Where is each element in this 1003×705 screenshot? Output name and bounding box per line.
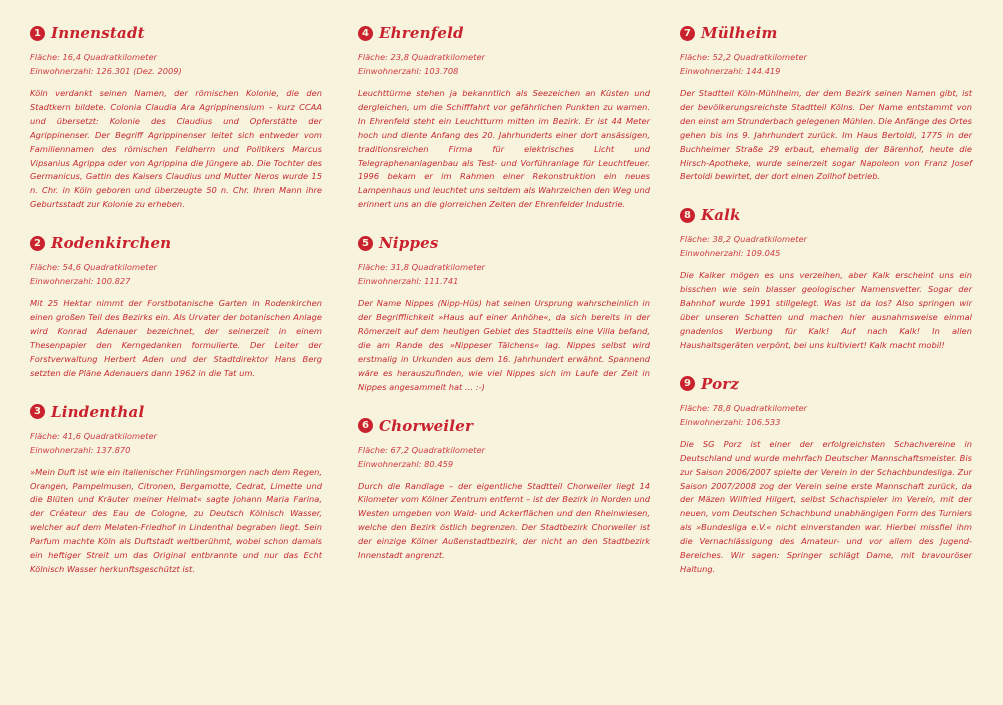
district-stats xyxy=(30,50,322,78)
district-heading xyxy=(358,234,650,252)
district-description: Leuchttürme stehen ja bekanntlich als Seezeichen an Küsten und dergleichen, um die Schifffahrt vor gefährlichen Punkten zu warnen. In Ehrenfeld steht ein Leuchtturm mitten im Bezirk. Er ist 44 Meter hoch und diente Anfang des 20. Jahrhunderts einer dort ansässigen, traditionsreichen Firma für elektrisches Licht und Telegraphenanlagenbau als Test- und Vorführanlage für Leuchtfeuer. 1996 bekam er im Rahmen einer Rekonstruktion ein neues Lampenhaus und leuchtet uns seitdem als Wahrzeichen den Weg und erinnert uns an die glorreichen Zeiten der Ehrenfelder Industrie. xyxy=(358,88,650,210)
district-stats xyxy=(680,232,972,260)
district-ehrenfeld xyxy=(358,24,650,212)
district-porz xyxy=(680,375,972,577)
number-badge: 8 xyxy=(680,208,695,223)
area-text: Fläche: 52,2 Quadratkilometer xyxy=(680,52,807,62)
district-stats xyxy=(358,443,650,471)
district-chorweiler xyxy=(358,417,650,563)
district-name: Nippes xyxy=(379,234,439,253)
district-stats xyxy=(30,260,322,288)
district-description: Der Stadtteil Köln-Mühlheim, der dem Bezirk seinen Namen gibt, ist der bevölkerungsreichste Stadtteil Kölns. Der Name entstammt von den einst am Strunderbach gelegenen Mühlen. Die Anfänge des Ortes gehen bis ins 9. Jahrhundert zurück. Im Haus Bertoldi, 1775 in der Buchheimer Straße 29 erbaut, ehemalig der Bärenhof, heute die Hirsch-Apotheke, wurde seinerzeit sogar Napoleon von Franz Josef Bertoldi bewirtet, der dort einen Zollhof betrieb. xyxy=(680,88,972,182)
area-text: Fläche: 31,8 Quadratkilometer xyxy=(358,262,485,273)
district-heading xyxy=(358,24,650,42)
district-kalk xyxy=(680,206,972,352)
population-text: Einwohnerzahl: 126.301 (Dez. 2009) xyxy=(30,66,182,76)
district-innenstadt xyxy=(30,24,322,212)
population-text: Einwohnerzahl: 80.459 xyxy=(358,458,454,469)
area-text: Fläche: 54,6 Quadratkilometer xyxy=(30,262,157,273)
population-text: Einwohnerzahl: 137.870 xyxy=(30,444,131,455)
district-name: Chorweiler xyxy=(379,416,474,435)
district-heading xyxy=(30,24,322,42)
district-name: Mülheim xyxy=(701,24,778,42)
area-text: Fläche: 16,4 Quadratkilometer xyxy=(30,52,157,62)
district-name: Ehrenfeld xyxy=(379,24,464,42)
district-description: Köln verdankt seinen Namen, der römischen Kolonie, die den Stadtkern bildete. Colonia Claudia Ara Agrippinensium – kurz CCAA und übersetzt: Kolonie des Claudius und Opferstätte der Agrippinenser. Der Begriff Agrippinenser leitet sich entweder vom Familiennamen des römischen Feldherrn und Politikers Marcus Vipsanius Agrippa oder von Agrippina die Jüngere ab. Die Tochter des Germanicus, Gattin des Kaisers Claudius und Mutter Neros wurde 15 n. Chr. in Köln geboren und überzeugte 50 n. Chr. Ihren Mann ihre Geburtsstadt zur Kolonie zu erheben. xyxy=(30,88,322,210)
column-left xyxy=(30,24,322,599)
number-badge: 4 xyxy=(358,26,373,41)
population-text: Einwohnerzahl: 100.827 xyxy=(30,276,131,287)
district-description: »Mein Duft ist wie ein italienischer Frühlingsmorgen nach dem Regen, Orangen, Pampelmusen, Citronen, Bergamotte, Cedrat, Limette und die Blüten und Kräuter meiner Heimat« sagte Johann Maria Farina, der Créateur des Eau de Cologne, zu Deutsch Kölnisch Wasser, welcher auf dem Melaten-Friedhof in Lindenthal begraben liegt. Sein Parfum machte Köln als Duftstadt weltberühmt, wobei schon damals ein heftiger Streit um das Original entbrannte und nur das Echt Kölnisch Wasser herkunftsgeschützt ist. xyxy=(30,466,322,574)
district-rodenkirchen xyxy=(30,234,322,380)
district-stats xyxy=(30,429,322,457)
district-stats xyxy=(680,401,972,429)
district-stats xyxy=(358,50,650,78)
population-text: Einwohnerzahl: 109.045 xyxy=(680,248,781,259)
population-text: Einwohnerzahl: 103.708 xyxy=(358,66,459,76)
population-text: Einwohnerzahl: 111.741 xyxy=(358,276,459,287)
area-text: Fläche: 38,2 Quadratkilometer xyxy=(680,234,807,245)
number-badge: 5 xyxy=(358,236,373,251)
district-stats xyxy=(358,260,650,288)
district-heading xyxy=(30,234,322,252)
district-heading xyxy=(358,417,650,435)
number-badge: 2 xyxy=(30,236,45,251)
district-heading xyxy=(680,24,972,42)
district-name: Rodenkirchen xyxy=(51,234,172,253)
district-name: Porz xyxy=(701,374,740,393)
district-nippes xyxy=(358,234,650,394)
number-badge: 1 xyxy=(30,26,45,41)
area-text: Fläche: 67,2 Quadratkilometer xyxy=(358,444,485,455)
district-stats xyxy=(680,50,972,78)
district-heading xyxy=(680,375,972,393)
area-text: Fläche: 23,8 Quadratkilometer xyxy=(358,52,485,62)
number-badge: 6 xyxy=(358,418,373,433)
district-description: Die Kalker mögen es uns verzeihen, aber Kalk erscheint uns ein bisschen wie sein blasser geologischer Namensvetter. Sogar der Bahnhof wurde 1991 stillgelegt. Was ist da los? Also springen wir über unseren Schatten und machen hier ausnahmsweise einmal gnadenlos Werbung für Kalk! Auf nach Kalk! In allen Haushaltsgeräten verpönt, bei uns kultiviert! Kalk macht mobil! xyxy=(680,270,972,350)
column-right xyxy=(680,24,972,599)
number-badge: 7 xyxy=(680,26,695,41)
district-heading xyxy=(680,206,972,224)
column-middle xyxy=(358,24,650,585)
area-text: Fläche: 41,6 Quadratkilometer xyxy=(30,430,157,441)
district-name: Kalk xyxy=(701,206,741,225)
district-name: Lindenthal xyxy=(51,402,145,421)
district-muelheim xyxy=(680,24,972,184)
district-description: Der Name Nippes (Nipp-Hüs) hat seinen Ursprung wahrscheinlich in der Begrifflichkeit »Haus auf einer Anhöhe«, da sich bereits in der Römerzeit auf dem heutigen Gebiet des Stadtteils eine Villa befand, die am Rande des »Nippeser Tälchens« lag. Nippes selbst wird erstmalig in Urkunden aus dem 16. Jahrhundert erwähnt. Spannend wäre es herauszufinden, wie viel Nippes sich im Laufe der Zeit in Nippes angesammelt hat … :-) xyxy=(358,298,650,392)
district-description: Durch die Randlage – der eigentliche Stadtteil Chorweiler liegt 14 Kilometer vom Kölner Zentrum entfernt – ist der Bezirk in Norden und Westen umgeben von Wald- und Ackerflächen und den Rheinwiesen, welche den Bezirk östlich begrenzen. Der Stadtbezirk Chorweiler ist der einzige Kölner Außenstadtbezirk, der nicht an den Stadtbezirk Innenstadt angrenzt. xyxy=(358,480,650,561)
number-badge: 3 xyxy=(30,404,45,419)
number-badge: 9 xyxy=(680,376,695,391)
district-description: Mit 25 Hektar nimmt der Forstbotanische Garten in Rodenkirchen einen großen Teil des Bezirks ein. Als Urvater der botanischen Anlage wird Konrad Adenauer bezeichnet, der seinerzeit in einem Thesenpapier den Kerngedanken formulierte. Der Leiter der Forstverwaltung Herbert Aden und der Stadtdirektor Hans Berg setzten die Pläne Adenauers dann 1962 in die Tat um. xyxy=(30,298,322,378)
area-text: Fläche: 78,8 Quadratkilometer xyxy=(680,402,807,413)
district-heading xyxy=(30,403,322,421)
district-name: Innenstadt xyxy=(51,24,145,42)
population-text: Einwohnerzahl: 144.419 xyxy=(680,66,781,76)
district-lindenthal xyxy=(30,403,322,577)
population-text: Einwohnerzahl: 106.533 xyxy=(680,416,781,427)
district-description: Die SG Porz ist einer der erfolgreichsten Schachvereine in Deutschland und wurde mehrfach Deutscher Mannschaftsmeister. Bis zur Saison 2006/2007 spielte der Verein in der Schachbundesliga. Zur Saison 2007/2008 zog der Verein seine erste Mannschaft zurück, da der Mäzen Wilfried Hilgert, selbst Schachspieler im Verein, mit der neuen, vom Deutschen Schachbund unabhängigen Form des Turniers als »Bundesliga e.V.« nicht einverstanden war. Hierbei missfiel ihm die Vernachlässigung des Amateur- und vor allem des Jugend-Bereiches. Wir sagen: Springer schlägt Dame, mit bravouröser Haltung. xyxy=(680,438,972,574)
